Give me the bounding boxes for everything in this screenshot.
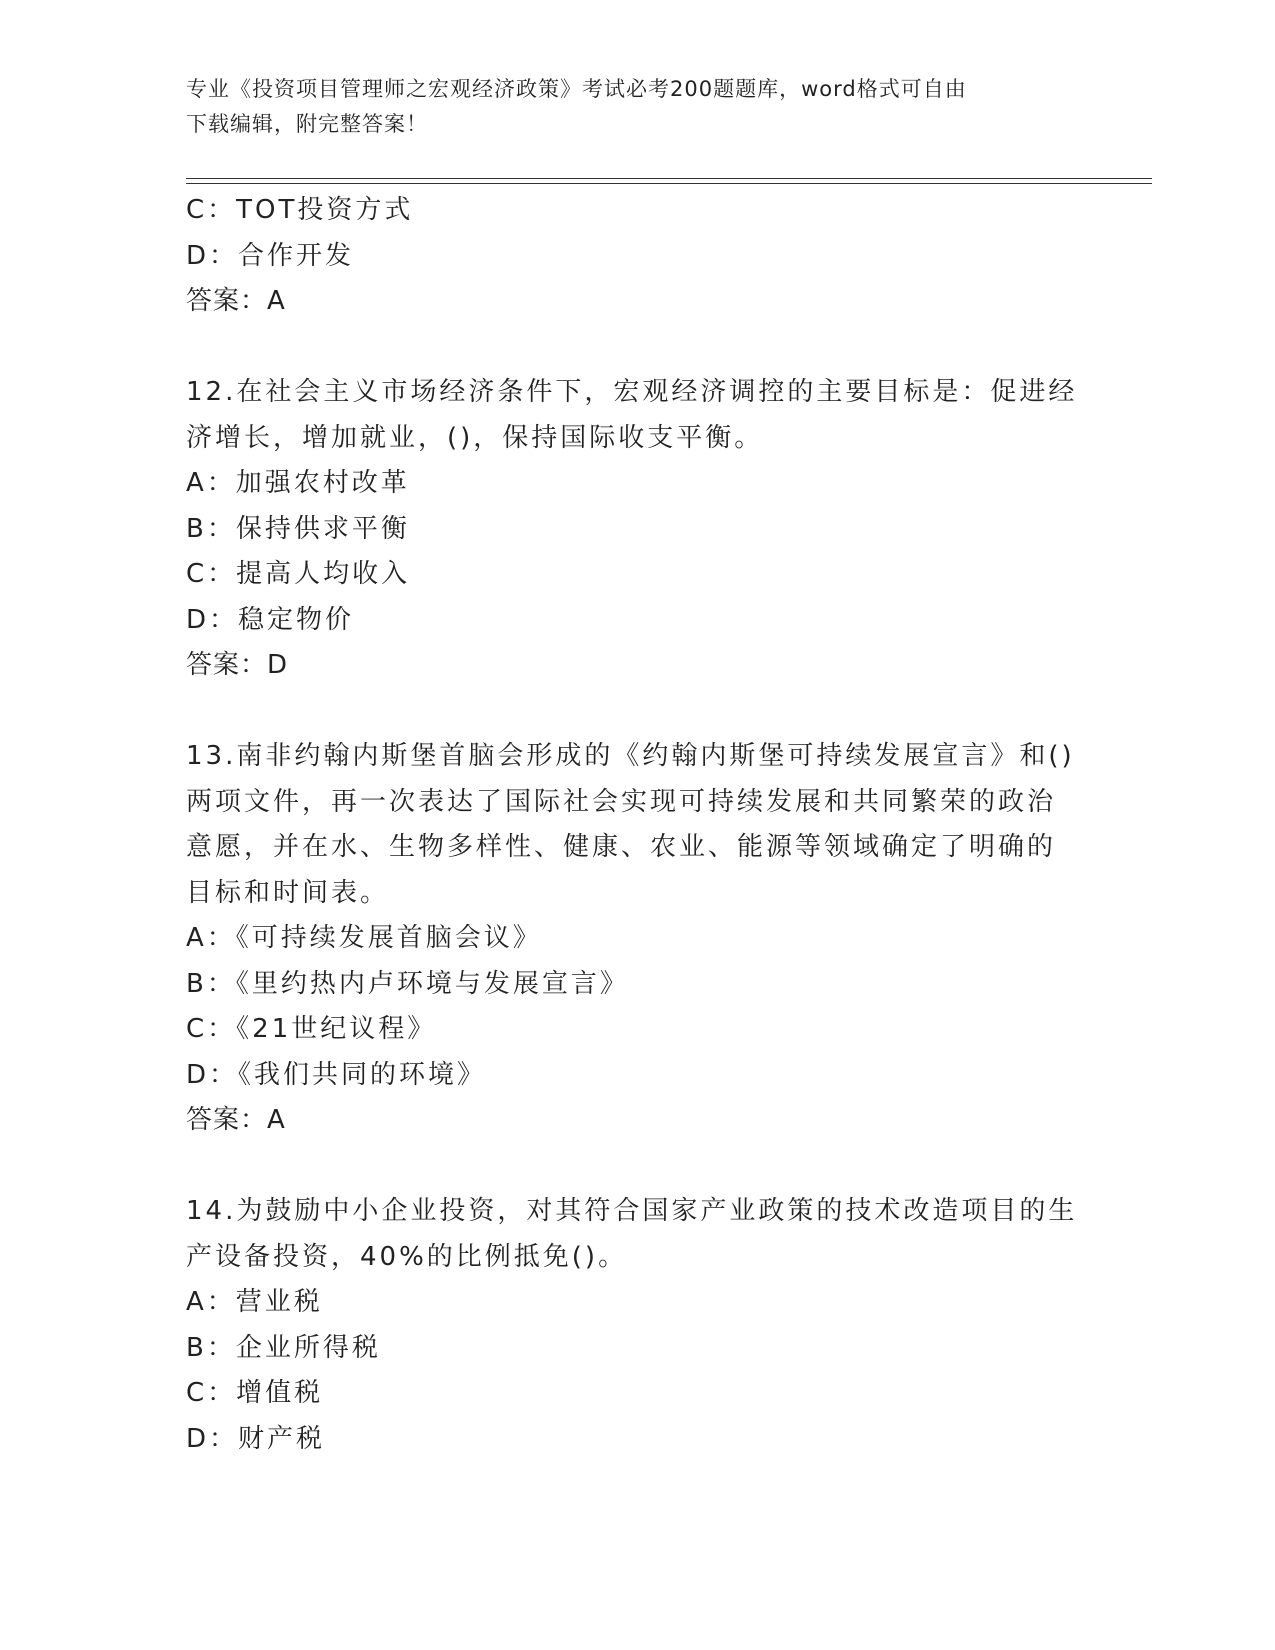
header-rule-bottom [186, 183, 1152, 184]
option-d: D：合作开发 [186, 240, 355, 271]
question-text-line: 12.在社会主义市场经济条件下，宏观经济调控的主要目标是：促进经 [186, 377, 1078, 407]
option-c: C：提高人均收入 [186, 559, 411, 589]
answer: 答案：D [186, 650, 289, 680]
option-a: A：《可持续发展首脑会议》 [186, 923, 542, 953]
option-d: D：《我们共同的环境》 [186, 1059, 487, 1090]
question-11-remainder [186, 188, 1086, 325]
question-text-line: 14.为鼓励中小企业投资，对其符合国家产业政策的技术改造项目的生 [186, 1196, 1078, 1226]
option-c: C：TOT投资方式 [186, 195, 414, 225]
question-text-line: 目标和时间表。 [186, 877, 390, 908]
question-12 [186, 370, 1086, 689]
question-14 [186, 1189, 1086, 1462]
question-text-line: 两项文件，再一次表达了国际社会实现可持续发展和共同繁荣的政治 [186, 786, 1057, 817]
question-13 [186, 734, 1086, 1144]
option-d: D：稳定物价 [186, 604, 355, 635]
header-line-1: 专业《投资项目管理师之宏观经济政策》考试必考200题题库，word格式可自由 [186, 77, 967, 101]
option-c: C：增值税 [186, 1378, 324, 1408]
header-line-2: 下载编辑，附完整答案！ [186, 112, 428, 136]
option-b: B：企业所得税 [186, 1332, 381, 1363]
question-text-line: 13.南非约翰内斯堡首脑会形成的《约翰内斯堡可持续发展宣言》和() [186, 741, 1075, 771]
question-text-line: 产设备投资，40%的比例抵免()。 [186, 1241, 628, 1272]
spacer [186, 325, 1086, 371]
header-rule-top [186, 178, 1152, 179]
option-b: B：保持供求平衡 [186, 513, 410, 544]
question-text-line: 意愿，并在水、生物多样性、健康、农业、能源等领域确定了明确的 [186, 832, 1057, 862]
option-a: A：营业税 [186, 1287, 323, 1317]
option-a: A：加强农村改革 [186, 468, 410, 498]
option-c: C：《21世纪议程》 [186, 1014, 437, 1044]
spacer [186, 1144, 1086, 1190]
page-header [186, 72, 1076, 142]
question-text-line: 济增长，增加就业，()，保持国际收支平衡。 [186, 422, 764, 453]
question-content [186, 188, 1086, 1462]
spacer [186, 689, 1086, 735]
answer: 答案：A [186, 1105, 286, 1135]
option-b: B：《里约热内卢环境与发展宣言》 [186, 968, 629, 999]
option-d: D：财产税 [186, 1423, 326, 1454]
answer: 答案：A [186, 286, 286, 316]
